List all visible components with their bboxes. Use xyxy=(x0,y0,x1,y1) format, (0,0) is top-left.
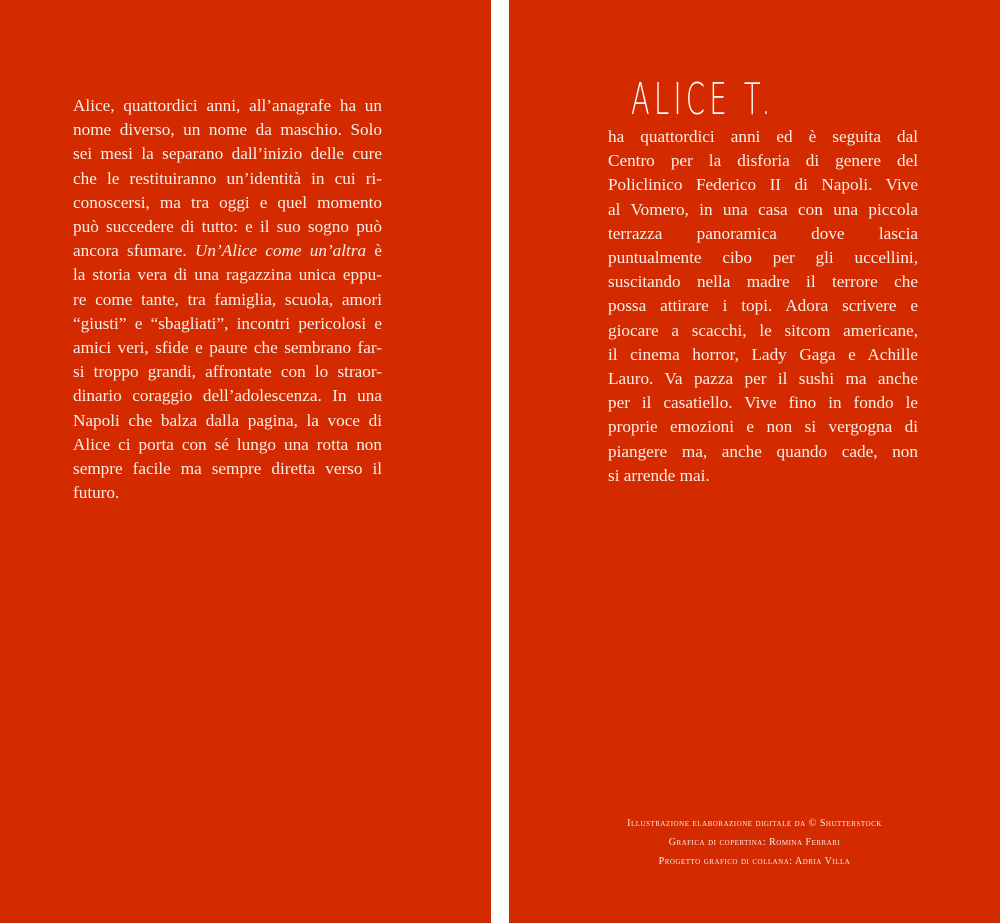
text-line: per il casatiello. Vive fino in fondo le xyxy=(608,393,918,413)
text-line: si arrende mai. xyxy=(608,465,710,485)
text-line: puntualmente cibo per gli uccellini, xyxy=(608,248,918,268)
text-line: al Vomero, in una casa con una piccola xyxy=(608,199,918,219)
text-line xyxy=(73,239,382,263)
text-line: conoscersi, ma tra oggi e quel momento xyxy=(73,192,382,212)
text-line: re come tante, tra famiglia, scuola, amori xyxy=(73,289,382,309)
author-heading: ALICE T. xyxy=(631,74,775,125)
text-line: che le restituiranno un’identità in cui ri- xyxy=(73,168,382,188)
text-line: terrazza panoramica dove lascia xyxy=(608,223,918,243)
author-bio xyxy=(608,125,918,488)
text-line: giocare a scacchi, le sitcom americane, xyxy=(608,320,918,340)
credit-cover-design: Grafica di copertina: Romina Ferrari xyxy=(668,837,841,848)
text-line: amici veri, sfide e paure che sembrano far- xyxy=(73,338,382,358)
text-line: si troppo grandi, affrontate con lo straor- xyxy=(73,362,382,382)
book-title: Un’Alice come un’altra xyxy=(194,241,367,261)
text-line: possa attirare i topi. Adora scrivere e xyxy=(608,296,918,316)
text-line: il cinema horror, Lady Gaga e Achille xyxy=(608,344,918,364)
text-line: Alice ci porta con sé lungo una rotta non xyxy=(73,434,382,454)
text-line: futuro. xyxy=(73,483,120,503)
text-fragment: ancora sfumare. xyxy=(73,241,187,261)
text-line: nome diverso, un nome da maschio. Solo xyxy=(73,120,382,140)
text-line: sei mesi la separano dall’inizio delle cure xyxy=(73,144,382,164)
text-line: sempre facile ma sempre diretta verso il xyxy=(73,459,382,479)
text-line: piangere ma, anche quando cade, non xyxy=(608,441,918,461)
text-fragment: è xyxy=(374,241,383,261)
credits xyxy=(509,814,1000,871)
text-line: “giusti” e “sbagliati”, incontri pericolosi e xyxy=(73,313,382,333)
text-line: Centro per la disforia di genere del xyxy=(608,151,918,171)
text-line: Napoli che balza dalla pagina, la voce di xyxy=(73,410,382,430)
text-line: Lauro. Va pazza per il sushi ma anche xyxy=(608,369,918,389)
credit-illustration: Illustrazione elaborazione digitale da © Shutterstock xyxy=(627,818,882,829)
text-line: ha quattordici anni ed è seguita dal xyxy=(608,127,918,146)
text-line: dinario coraggio dell’adolescenza. In una xyxy=(73,386,382,406)
right-flap xyxy=(509,0,1000,923)
text-line: proprie emozioni e non si vergogna di xyxy=(608,417,918,437)
book-synopsis xyxy=(73,94,382,505)
left-flap xyxy=(0,0,491,923)
credit-series-design: Progetto grafico di collana: Adria Villa xyxy=(658,856,851,867)
text-line: la storia vera di una ragazzina unica eppu- xyxy=(73,265,382,285)
text-line: Alice, quattordici anni, all’anagrafe ha un xyxy=(73,96,382,115)
text-line: Policlinico Federico II di Napoli. Vive xyxy=(608,175,918,195)
text-line: suscitando nella madre il terrore che xyxy=(608,272,918,292)
text-line: può succedere di tutto: e il suo sogno può xyxy=(73,217,382,237)
